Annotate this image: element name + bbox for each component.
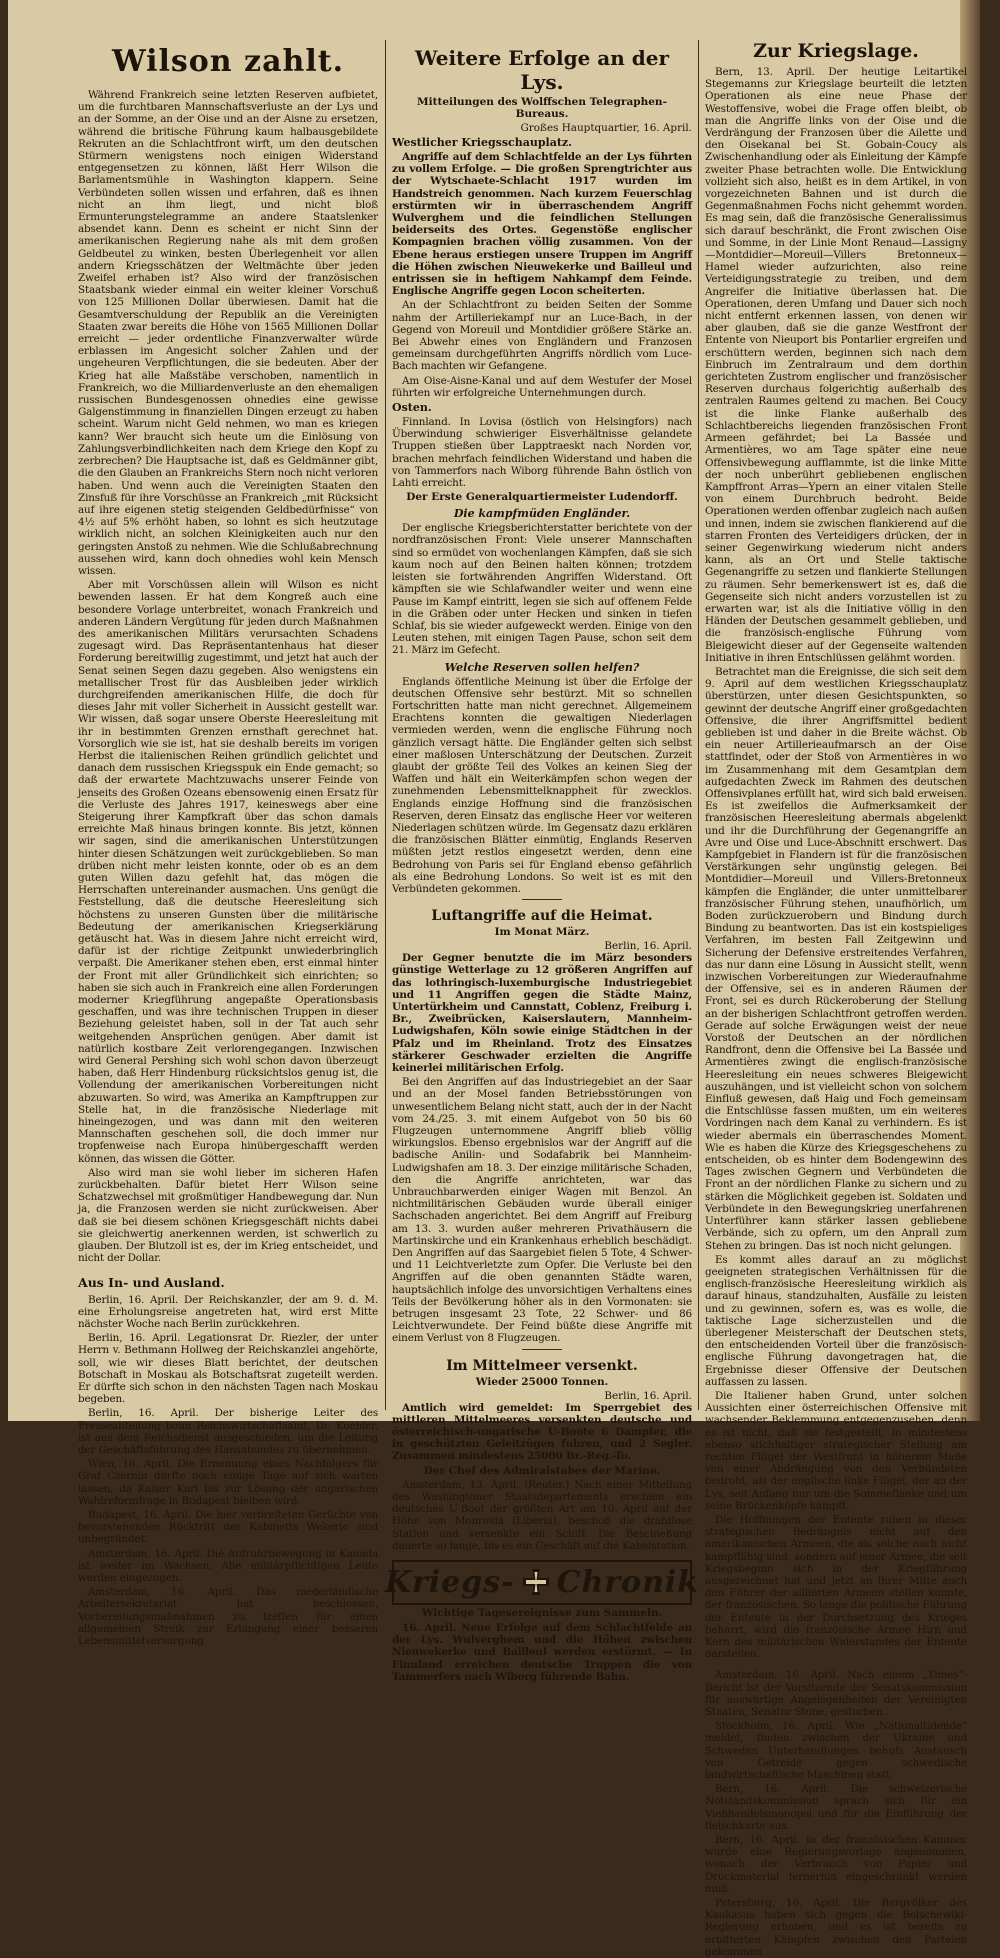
signature: Der Erste Generalquartiermeister Ludendorff. xyxy=(406,491,678,504)
news-item: Wien, 16. April. Die Ernennung eines Nachfolgers für Graf Czernin dürfte noch einige Tage auf sich warten lassen, da Kaiser Karl bis zur Lösung der ungarischen Wahlreformfrage in Budapest bleiben wird. xyxy=(78,1458,378,1507)
divider xyxy=(522,1349,562,1350)
news-item: Petersburg, 16. April. Die Bergvölker des Kaukasus haben sich gegen die Bolschewiki-Regierung erhoben, und es ist bereits zu erbitterten Kämpfen zwischen den Parteien gekommen. xyxy=(705,1897,967,1958)
news-item: Bern, 16. April. In der französischen Kammer wurde eine Regierungsvorlage angenommen, wonach der Verbrauch von Papier und Druckmaterial fernerhin eingeschränkt werden muß. xyxy=(705,1834,967,1895)
banner-word: Kriegs- xyxy=(384,1564,515,1600)
section-heading: Welche Reserven sollen helfen? xyxy=(444,660,640,674)
column-middle xyxy=(384,0,700,1683)
news-item: Bern, 16. April. Die schweizerische Notstandskommission sprach sich für ein Viehhandelsmonopol und für die Einführung der fleischkarte aus. xyxy=(705,1783,967,1832)
banner-word: Chronik xyxy=(556,1564,700,1600)
section-heading: Luftangriffe auf die Heimat. xyxy=(431,908,653,925)
section-subtitle: Wieder 25000 Tonnen. xyxy=(475,1375,609,1388)
report-bold: Amtlich wird gemeldet: Im Sperrgebiet des mittleren Mittelmeeres versenkten deutsche und österreichisch-ungarische U-Boote 6 Dampfer, die in geschützten Geleitzügen fuhren, und 2 Segler. Zusammen mindestens 25000 Br.-Reg.-To. xyxy=(392,1401,692,1463)
column-rule xyxy=(698,40,699,1410)
article-title: Wilson zahlt. xyxy=(111,44,345,79)
report-paragraph: Amsterdam, 13. April. (Reuter.) Nach einer Mitteilung des Washingtoner Staatsdepartements erschien ein deutsches U-Boot der größten Art am 10. April auf der Höhe von Monrovia (Liberia), beschoß die drahtlose Station und versenkte ein Schiff. Die Beschießung dauerte so lange, bis es ein Geschäft auf die Kabelstation. xyxy=(392,1478,692,1552)
dateline: Berlin, 16. April. xyxy=(604,1389,692,1402)
news-item: Berlin, 16. April. Der Reichskanzler, der am 9. d. M. eine Erholungsreise angetreten hat, wird erst Mitte nächster Woche nach Berlin zurückkehren. xyxy=(78,1293,378,1330)
dateline: Großes Hauptquartier, 16. April. xyxy=(520,122,692,134)
newspaper-page xyxy=(8,0,980,1958)
report-paragraph: Bei den Angriffen auf das Industriegebiet an der Saar und an der Mosel fanden Betriebsstörungen von unwesentlichem Belang nicht statt, auch der in der Nacht vom 24./25. 3. mit einem Aufgebot von 50 bis 60 Flugzeugen unternommene Angriff blieb völlig wirkungslos. Ebenso ergebnislos war der Angriff auf die badische Anilin- und Sodafabrik bei Mannheim-Ludwigshafen am 18. 3. Der einzige militärische Schaden, den die Angriffe anrichteten, war das Unbrauchbarwerden einiger Wagen mit Benzol. An nichtmilitärischen Gebäuden wurde überall einiger Sachschaden angerichtet. Bei dem Angriff auf Freiburg am 13. 3. wurden außer mehreren Privathäusern die Martinskirche und ein Krankenhaus erheblich beschädigt. Den Angriffen auf das Saargebiet fielen 5 Tote, 4 Schwer- und 11 Leichtverletzte zum Opfer. Die Verluste bei den Angriffen auf die oben genannten Städte waren, hauptsächlich infolge des unvorsichtigen Verhaltens eines Teils der Bevölkerung höher als in den Vormonaten: sie betrugen insgesamt 23 Tote, 22 Schwer- und 86 Leichtverwundete. Der Feind büßte diese Angriffe mit einem Verlust von 8 Flugzeugen. xyxy=(392,1076,692,1345)
dateline: Berlin, 16. April. xyxy=(604,940,692,953)
banner-subtitle: Wichtige Tagesereignisse zum Sammeln. xyxy=(421,1606,663,1619)
news-item: Berlin, 16. April. Der bisherige Leiter des Presseabteilung beim Reichswirtschaftsamt, Dr. Koehler, ist aus dem Reichsdienst ausgeschieden, um die Leitung der Geschäftsführung des Hansabundes zu übernehmen. xyxy=(78,1407,378,1456)
report-paragraph: Finnland. In Lovisa (östlich von Helsingfors) nach Überwindung schwieriger Eisverhältnisse gelandete Truppen stießen über Lapptraeskt nach Norden vor, brachen mehrfach feindlichen Widerstand und haben die von Tammerfors nach Wiborg führende Bahn östlich von Lahti erreicht. xyxy=(392,416,692,490)
section-subtitle: Im Monat März. xyxy=(494,926,590,939)
section-heading: Im Mittelmeer versenkt. xyxy=(446,1357,638,1374)
section-heading: Die kampfmüden Engländer. xyxy=(453,507,631,521)
news-item: Amsterdam, 16. April. Die Aufruhrbewegung in Kanada ist weiter im Wachsen. Alle militärpflichtigen Leute werden eingezogen. xyxy=(78,1547,378,1584)
report-paragraph: Am Oise-Aisne-Kanal und auf dem Westufer der Mosel führten wir erfolgreiche Unternehmungen durch. xyxy=(392,374,692,399)
section-heading: Aus In- und Ausland. xyxy=(78,1274,225,1290)
chronik-entry: 16. April. Neue Erfolge auf dem Schlachtfelde an der Lys. Wulverghem und die Höhen zwischen Nieuwekerke und Bailleul werden erstürmt. — In Finnland erreichen deutsche Truppen die von Tammerfors nach Wiborg führende Bahn. xyxy=(392,1621,692,1683)
signature: Der Chef des Admiralstabes der Marine. xyxy=(423,1464,661,1477)
column-rule xyxy=(385,40,386,1410)
report-bold: Angriffe auf dem Schlachtfelde an der Lys führten zu vollem Erfolge. — Die großen Sprengtrichter aus der Wytschaete-Schlacht 1917 wurden im Handstreich genommen. Nach kurzem Feuerschlag erstürmten wir in überraschendem Angriff Wulverghem und die feindlichen Stellungen beiderseits des Ortes. Gegenstöße englischer Kompagnien brachen völlig zusammen. Von der Ebene heraus erstiegen unsere Truppen im Angriff die Höhen zwischen Nieuwekerke und Bailleul und entrissen sie in heftigem Nahkampf dem Feinde. Englische Angriffe gegen Locon scheiterten. xyxy=(392,151,692,298)
article-title: Zur Kriegslage. xyxy=(753,40,919,62)
divider xyxy=(816,1664,856,1665)
article-title: Weitere Erfolge an der Lys. xyxy=(414,46,670,94)
news-item: Stockholm, 16. April. Wie „Nationaltidende“ meldet, finden zwischen der Ukraine und Schweden Unterhandlungen behufs Austausch von Getreide gegen schwedische landwirtschaftliche Maschinen statt. xyxy=(705,1720,967,1782)
section-heading: Osten. xyxy=(392,401,432,415)
article-paragraph: Bern, 13. April. Der heutige Leitartikel Stegemanns zur Kriegslage beurteilt die letzten Operationen als eine neue Phase der Westoffensive, wobei die Frage offen bleibt, ob man die Angriffe links von der Oise und die Verdrängung der Franzosen über die Ailette und den Oisekanal bei St. Gobain-Coucy als Zwischenhandlung oder als Einleitung der Kämpfe zweiter Phase betrachten wolle. Die Entwicklung vollzieht sich also, heißt es in dem Artikel, in von vorgezeichneten Bahnen und ist durch die Gegenmaßnahmen Fochs nicht gehemmt worden. Es mag sein, daß die französische Generalissimus sich darauf beschränkt, die Front zwischen Oise und Somme, in der Linie Mont Renaud—Lassigny—Montdidier—Moreuil—Villers Bretonneux—Hamel wieder aufzurichten, also reine Verteidigungsstrategie zu treiben, und dem Angreifer die Initiative überlassen hat. Die Operationen, deren Umfang und Dauer sich noch nicht entfernt erkennen lassen, von denen wir aber glauben, daß sie die ganze Westfront der Entente von Nieuport bis Pontarlier ergreifen und erschüttern werden, beginnen sich nach dem Einbruch im Zentralraum und dem dorthin gerichteten Zustrom englischer und französischer Reserven durchaus folgerichtig außerhalb des zentralen Raumes geltend zu machen. Bei Coucy ist die linke Flanke außerhalb des Schlachtbereichs liegenden französischen Front Armeen gefährdet; bei La Bassée und Armentières, wo am Tage später eine neue Offensivbewegung aufflammte, ist die linke Mitte der noch unberührt gebliebenen englischen Kampffront Arras—Ypern an einer vitalen Stelle von einem Durchbruch bedroht. Beide Operationen werden offenbar zugleich nach außen und innen, indem sie zwischen flankierend auf die starren Fronten des Verteidigers drücken, der in seiner Gegenwirkung wiederum nicht anders kann, als an Ort und Stelle taktische Gegenangriffe zu setzen und flankierte Stellungen zu räumen. Sehr bemerkenswert ist es, daß die Gegenseite sich nicht anders vorzustellen ist zu erwarten war, ist als die Initiative völlig in den Händen der Deutschen gesammelt geblieben, und die französisch-englische Führung vom Bleigewicht dieser auf der Gegenseite waltenden Initiative in ihren Entschlüssen gelähmt worden. xyxy=(705,66,967,664)
divider xyxy=(522,899,562,900)
article-paragraph: Es kommt alles darauf an zu möglichst geeigneten strategischen Verhältnissen für die englisch-französische Heeresleitung wirklich als darauf hinaus, standzuhalten, Ausfälle zu leisten und zu gewinnen, sofern es, was es wolle, die taktische Lage sicherzustellen und die überlegener Meisterschaft der Deutschen stets, den entscheidenden Vorteil über die französisch-englische Führung davongetragen hat, die Ergebnisse dieser Offensive der Deutschen auffassen zu lassen. xyxy=(705,1253,967,1388)
news-item: Berlin, 16. April. Legationsrat Dr. Riezler, der unter Herrn v. Bethmann Hollweg der Reichskanzlei angehörte, soll, wie wir dieses Blatt berichtet, der deutschen Botschaft in Moskau als Botschaftsrat zugeteilt werden. Er dürfte sich schon in den nächsten Tagen nach Moskau begeben. xyxy=(78,1332,378,1406)
column-left xyxy=(78,0,378,1647)
article-subtitle: Mitteilungen des Wolffschen Telegraphen-Bureaus. xyxy=(417,96,667,120)
article-paragraph: Betrachtet man die Ereignisse, die sich seit dem 9. April auf dem westlichen Kriegsschauplatz überstürzen, unter diesen Gesichtspunkten, so gewinnt der deutsche Angriff einer großgedachten Offensive, die ihrer Angriffsmittel bedient geblieben ist und daher in die Breite wächst. Ob ein neuer Artillerieaufmarsch an der Oise stattfindet, oder der Stoß von Armentières in wo im Zusammenhang mit dem Gesamtplan dem aufgedachten Zweck im Rahmen des deutschen Offensivplanes erfüllt hat, wird sich bald erweisen. Es ist zweifellos die Aufmerksamkeit der französischen Heeresleitung abermals abgelenkt und ihr die Durchführung der Gegenangriffe an Avre und Oise und Luce-Abschnitt erschwert. Das Kampfgebiet in Flandern ist für die französischen Verstärkungen sehr ungünstig gelegen. Bei Montdidier—Moreuil und Villers-Bretonneux kämpfen die Engländer, die unter unmittelbarer französischer Führung stehen, unaufhörlich, um Boden zurückzuerobern und Bindung durch Bindung zu beantworten. Das ist ein kostspieliges Verfahren, im besten Fall Zeitgewinn und Sicherung der Defensive erstreitendes Verfahren, das nur dann eine Lösung in Aussicht stellt, wenn inzwischen Vorbereitungen zur Wiederaufnahme der Offensive, sei es in anderen Räumen der Front, sei es durch Rückeroberung der Stellung an der bisherigen Schlachtfront getroffen werden. Gerade auf solche Erwägungen weist der neue Vorstoß der Deutschen an der nördlichen Randfront, denn die Offensive bei La Bassée und Armentières zwingt die englisch-französische Heeresleitung ein neues schweres Bleigewicht auszuhängen, und ist vielleicht schon von solchem Einfluß gewesen, daß Haig und Foch gemeinsam die Entschlüsse fassen mußten, um ein weiteres Vordringen nach dem Kanal zu verhindern. Es ist wieder abermals ein überraschendes Moment. Wie es haben die Kürze des Kriegsgeschehens zu entscheiden, ob es hinter dem Bodengewinn des Tages zwischen Gegnern und Verbündeten die Front an der nördlichen Flanke zu sichern und zu stärken die Möglichkeit gegeben ist. Soldaten und Verbündete in den Bewegungskrieg unerfahrenen Unterführer kann stärker lassen gebliebene Verbände, sich zu opfern, um den Anprall zum Stehen zu bringen. Das ist noch nicht gelungen. xyxy=(705,665,967,1252)
kriegs-chronik-banner xyxy=(384,1560,700,1605)
column-right xyxy=(705,0,967,1958)
article-paragraph: Die Hoffnungen der Entente ruhen in dieser strategischen Bedrängnis nicht auf den amerikanischen Armeen, die als solche noch nicht kampffähig sind, sondern auf jener Armee, die seit Kriegsbeginn sich in der Kriegführung ausgezeichnet hat und jetzt an ihrer Mitte auch den Führer der alliierten Armeen stellen konnte, der französischen. So lange die politische Führung der Entente in der Durchsetzung des Krieges beharrt, wird die französische Armee Hirn und Kern des militärischen Widerstandes der Entente darstellen. xyxy=(705,1513,967,1661)
news-item: Amsterdam, 16. April. Nach einem „Times“-Bericht ist der Vorsitzende der Senatskommission für auswärtige Angelegenheiten der Vereinigten Staaten, Senator Stone, gestorben. xyxy=(705,1669,967,1719)
news-item: Budapest, 16. April. Die hier verbreiteten Gerüchte von bevorstehenden Rücktritt des Kabinetts Wekerle sind unbegründet. xyxy=(78,1508,378,1546)
report-bold: Der Gegner benutzte die im März besonders günstige Wetterlage zu 12 größeren Angriffen auf das lothringisch-luxemburgische Industriegebiet und 11 Angriffen gegen die Städte Mainz, Untertürkheim und Cannstatt, Coblenz, Freiburg i. Br., Zweibrücken, Kaiserslautern, Mannheim-Ludwigshafen, Köln sowie einige Städtchen in der Pfalz und im Rheinland. Trotz des Einsatzes stärkerer Geschwader erzielten die Angriffe keinerlei militärischen Erfolg. xyxy=(392,952,692,1074)
article-paragraph: Die Italiener haben Grund, unter solchen Aussichten einer österreichischen Offensive mit wachsender Beklemmung entgegenzusehen, denn es ist nicht, daß sie festgestellt, in mindestens ebenso stichhaltiger strategischer Stellung am rechten Flügel der Westfront in höherem Maße von einer Abdrängung von den Verbündeten bedroht, als der englische linke Flügel, der an der Lys, seit Anfang nur um die Sommeflanke und um seine Brückenköpfe kämpft. xyxy=(705,1389,967,1512)
report-paragraph: Englands öffentliche Meinung ist über die Erfolge der deutschen Offensive sehr bestürzt. Mit so schnellen Fortschritten hatte man nicht gerechnet. Allgemeinem Erachtens konnten die gewaltigen Niederlagen vermieden werden, wenn die englische Führung noch gänzlich versagt hätte. Die Engländer gelten sich selbst einer maßlosen Unterschätzung der Deutschen. Zurzeit glaubt der größte Teil des Volkes an keinen Sieg der Waffen und hält ein Weiterkämpfen schon wegen der zunehmenden Lebensmittelknappheit für zwecklos. Englands einzige Hoffnung sind die französischen Reserven, deren Einsatz das englische Heer vor weiteren Niederlagen schützen würde. Im Gegensatz dazu erklären die französischen Blätter einmütig, Englands Reserven müßten jetzt restlos eingesetzt werden, denn eine Bedrohung von Paris sei für England ebenso gefährlich als eine Bedrohung Londons. So weit ist es mit den Verbündeten gekommen. xyxy=(392,675,692,895)
report-paragraph: An der Schlachtfront zu beiden Seiten der Somme nahm der Artilleriekampf nur an Luce-Bach, in der Gegend von Moreuil und Montdidier größere Stärke an. Bei Abwehr eines von Engländern und Franzosen gemeinsam durchgeführten Angriffs nördlich vom Luce-Bach machten wir Gefangene. xyxy=(392,299,692,373)
news-item: Amsterdam, 16. April. Das niederländische Arbeitersekretariat hat beschlossen, Vorbereitungsmaßnahmen zu treffen für einen allgemeinen Streik zur Erlangung einer besseren Lebensmittelversorgung. xyxy=(78,1586,378,1647)
article-paragraph: Während Frankreich seine letzten Reserven aufbietet, um die furchtbaren Mannschaftsverluste an der Lys und an der Somme, an der Oise und an der Aisne zu ersetzen, während die britische Führung kaum halbausgebildete Rekruten an die Schlachtfront wirft, um den deutschen Stürmern wenigstens noch einigen Widerstand entgegensetzen zu können, läßt Herr Wilson die Barlamentsmühle in Washington klappern. Seine Verbündeten sollen wissen und erfahren, daß es ihnen nicht an ihm liegt, und nicht bloß Ermunterungstelegramme an andere Staatslenker absendet kann. Denn es scheint er nicht Sinn der amerikanischen Regierung nahe als mit dem großen Geldbeutel zu winken, besten Überlegenheit vor allen andern Kriegsschätzen der Weltmächte über jeden Zweifel erhaben ist? Also wird der französischen Staatsbank wieder einmal ein weiter kleiner Vorschuß von 125 Millionen Dollar überwiesen. Damit hat die Gesamtverschuldung der Republik an die Vereinigten Staaten zwar bereits die Höhe von 1565 Millionen Dollar erreicht — jeder ordentliche Finanzverwalter würde erblassen im Angesicht solcher Zahlen und der ungeheuren Verpflichtungen, die sie bedeuten. Aber der Krieg hat alle Maßstäbe verschoben, namentlich in Frankreich, wo die Milliardenverluste an den ehemaligen russischen Bundesgenossen ohnedies eine gewisse Galgenstimmung in finanziellen Dingen erzeugt zu haben scheint. Warum nicht Geld nehmen, wo man es kriegen kann? Wer braucht sich heute um die Einlösung von Zahlungsverbindlichkeiten nach dem Kriege den Kopf zu zerbrechen? Die Hauptsache ist, daß es Geldmänner gibt, die den Glauben an Frankreichs Stern noch nicht verloren haben. Und wenn auch die Vereinigten Staaten den Zinsfuß für ihre Vorschüsse an Frankreich „mit Rücksicht auf ihre eigenen stetig steigenden Geldbedürfnisse“ von 4½ auf 5% erhöht haben, so lohnt es sich heutzutage wirklich nicht, an solchen Kleinigkeiten auch nur den geringsten Anstoß zu nehmen. Wie die Schlußabrechnung aussehen wird, kann doch ohnedies wohl kein Mensch wissen. xyxy=(78,89,378,577)
section-heading: Westlicher Kriegsschauplatz. xyxy=(392,136,572,149)
report-paragraph: Der englische Kriegsberichterstatter berichtete von der nordfranzösischen Front: Viele unserer Mannschaften sind so ermüdet von wochenlangen Kämpfen, daß sie sich kaum noch auf den Beinen halten können; trotzdem leisten sie fortwährenden Angriffen Widerstand. Oft kämpften sie wie Schlafwandler weiter und wenn eine Pause im Kampf eintritt, legen sie sich auf offenem Felde in die Gräben oder unter Hecken und sinken in tiefen Schlaf, bis sie wieder aufgeweckt werden. Einige von den Leuten stehen, mit einigen Tagen Pause, schon seit dem 21. März im Gefecht. xyxy=(392,522,692,657)
iron-cross-icon xyxy=(521,1567,551,1597)
article-paragraph: Also wird man sie wohl lieber im sicheren Hafen zurückbehalten. Dafür bietet Herr Wilson seine Schatzwechsel mit großmütiger Handbewegung dar. Nun ja, die Franzosen werden sie nicht zurückweisen. Aber daß sie bei diesem schönen Kriegsgeschäft nichts dabei sie gleichwertig anerkennen werden, ist schwerlich zu glauben. Der Blutzoll ist es, der im Krieg entscheidet, und nicht der Dollar. xyxy=(78,1166,378,1265)
article-paragraph: Aber mit Vorschüssen allein will Wilson es nicht bewenden lassen. Er hat dem Kongreß auch eine besondere Vorlage unterbreitet, wonach Frankreich und anderen Ländern Vergütung für jeden durch Maßnahmen des amerikanischen Militärs verursachten Schadens zugesagt wird. Das Repräsentantenhaus hat dieser Forderung bereitwillig zugestimmt, und jetzt hat auch der Senat seinen Segen dazu gegeben. Also wenigstens ein metallischer Trost für das Ausbleiben jeder wirklich durchgreifenden amerikanischen Hilfe, die doch für dieses Jahr mit voller Sicherheit in Aussicht gestellt war. Wir wissen, daß sogar unsere Oberste Heeresleitung mit ihr in bestimmten Grenzen ernsthaft gerechnet hat. Vorsorglich wie sie ist, hat sie deshalb bereits im vorigen Herbst die italienischen Reihen gründlich gelichtet und danach dem russischen Kriegsspuk ein Ende gemacht; so daß der erwartete Machtzuwachs unserer Feinde von jenseits des Großen Ozeans ebensowenig einen Ersatz für die Verluste des Jahres 1917, keineswegs aber eine Steigerung ihrer Kampfkraft über das schon damals erreichte Maß hinaus bringen konnte. Bis jetzt, können wir sagen, sind die amerikanischen Unterstützungen hinter diesen Schätzungen weit zurückgeblieben. So man drüben nicht mehr leisten konnte, oder ob es an dem guten Willen dazu gefehlt hat, das mögen die Herrschaften untereinander ausmachen. Uns genügt die Feststellung, daß die deutsche Heeresleitung sich höchstens zu unseren Gunsten über die militärische Bedeutung der amerikanischen Kriegserklärung getäuscht hat. Was in diesem Jahre nicht erreicht wird, dafür ist der richtige Zeitpunkt unwiederbringlich verpaßt. Die Amerikaner stehen eben, erst einmal hinter der Front mit aller Gründlichkeit sich einrichten; so haben sie sich auch in Frankreich eine allen Forderungen moderner Kriegführung angepaßte Operationsbasis geschaffen, und was ihre technischen Truppen in dieser Beziehung geleistet haben, soll in der Tat auch sehr weitgehenden Ansprüchen genügen. Aber damit ist natürlich kostbare Zeit verlorengegangen. Inzwischen wird General Pershing sich wohl schon davon überzeugt haben, daß Herr Hindenburg rücksichtslos genug ist, die Vollendung der amerikanischen Vorbereitungen nicht abzuwarten. So wird, was Amerika an Kampftruppen zur Stelle hat, in die französische Niederlage mit hineingezogen, und was dann mit den weiteren Mannschaften geschehen soll, die doch immer nur tropfenweise nach Europa hinübergeschafft werden können, das wissen die Götter. xyxy=(78,579,378,1165)
